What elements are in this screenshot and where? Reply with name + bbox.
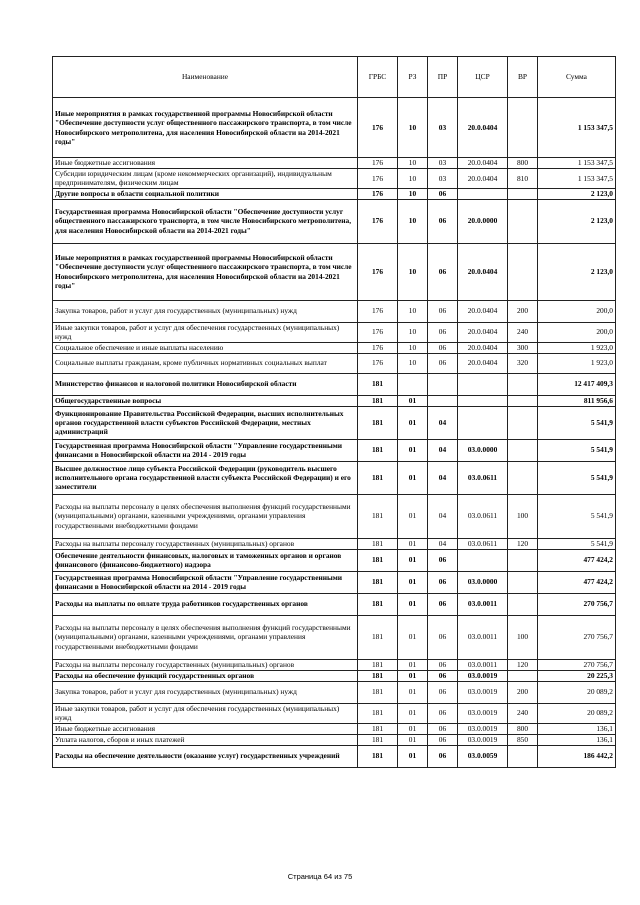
cell-sum: 270 756,7 [538, 659, 616, 670]
cell-grbs: 176 [358, 199, 398, 243]
cell-pr: 06 [428, 703, 458, 723]
cell-name: Субсидии юридическим лицам (кроме некоммерческих организаций), индивидуальным предпринимателям, физическим лицам [53, 169, 358, 189]
table-row [53, 353, 616, 373]
cell-vr [508, 745, 538, 767]
cell-pr: 06 [428, 734, 458, 745]
cell-grbs: 181 [358, 395, 398, 406]
table-row [53, 199, 616, 243]
cell-pr: 04 [428, 494, 458, 538]
table-row [53, 300, 616, 322]
cell-pr: 06 [428, 615, 458, 659]
header-sum: Сумма [538, 57, 616, 98]
table-row [53, 734, 616, 745]
cell-vr: 240 [508, 322, 538, 342]
cell-vr: 120 [508, 659, 538, 670]
cell-pr: 04 [428, 538, 458, 549]
cell-csr: 03.0.0611 [458, 494, 508, 538]
table-row [53, 659, 616, 670]
cell-name: Государственная программа Новосибирской области "Управление государственными финансами в Новосибирской области на 2014 - 2019 годы [53, 571, 358, 593]
cell-name: Расходы на обеспечение функций государственных органов [53, 670, 358, 681]
cell-rz: 01 [398, 659, 428, 670]
cell-vr [508, 549, 538, 571]
cell-grbs: 176 [358, 353, 398, 373]
cell-name: Расходы на обеспечение деятельности (оказание услуг) государственных учреждений [53, 745, 358, 767]
cell-csr [458, 395, 508, 406]
cell-pr [428, 373, 458, 395]
cell-sum: 2 123,0 [538, 188, 616, 199]
cell-sum: 20 225,3 [538, 670, 616, 681]
table-row [53, 745, 616, 767]
cell-sum: 200,0 [538, 322, 616, 342]
cell-vr [508, 571, 538, 593]
cell-rz: 10 [398, 353, 428, 373]
cell-sum: 477 424,2 [538, 571, 616, 593]
cell-pr: 06 [428, 593, 458, 615]
cell-name: Социальное обеспечение и иные выплаты населению [53, 342, 358, 353]
cell-sum: 136,1 [538, 723, 616, 734]
cell-name: Государственная программа Новосибирской области "Обеспечение доступности услуг общественного пассажирского транспорта, в том числе Новосибирского метрополитена, для населения Новосибирской области на 2014-2021 годы" [53, 199, 358, 243]
cell-pr: 06 [428, 199, 458, 243]
table-row [53, 703, 616, 723]
cell-csr [458, 549, 508, 571]
cell-pr: 04 [428, 439, 458, 461]
cell-pr: 03 [428, 98, 458, 158]
cell-pr: 06 [428, 681, 458, 703]
cell-grbs: 181 [358, 681, 398, 703]
cell-grbs: 176 [358, 188, 398, 199]
cell-name: Уплата налогов, сборов и иных платежей [53, 734, 358, 745]
cell-pr: 04 [428, 461, 458, 494]
table-row [53, 373, 616, 395]
cell-pr: 04 [428, 406, 458, 439]
cell-grbs: 176 [358, 243, 398, 300]
cell-name: Иные мероприятия в рамках государственной программы Новосибирской области "Обеспечение доступности услуг общественного пассажирского транспорта, в том числе Новосибирского метрополитена, для населения Новосибирской области на 2014-2021 годы" [53, 243, 358, 300]
cell-grbs: 181 [358, 615, 398, 659]
cell-sum: 5 541,9 [538, 439, 616, 461]
cell-csr: 20.0.0404 [458, 158, 508, 169]
cell-grbs: 181 [358, 373, 398, 395]
table-row [53, 615, 616, 659]
cell-name: Функционирование Правительства Российской Федерации, высших исполнительных органов государственной власти субъектов Российской Федерации, местных администраций [53, 406, 358, 439]
cell-rz: 10 [398, 98, 428, 158]
cell-name: Расходы на выплаты по оплате труда работников государственных органов [53, 593, 358, 615]
cell-rz: 01 [398, 734, 428, 745]
cell-grbs: 176 [358, 342, 398, 353]
table-row [53, 461, 616, 494]
cell-sum: 477 424,2 [538, 549, 616, 571]
cell-vr [508, 406, 538, 439]
cell-pr: 06 [428, 745, 458, 767]
cell-name: Иные закупки товаров, работ и услуг для обеспечения государственных (муниципальных) нужд [53, 703, 358, 723]
cell-sum: 5 541,9 [538, 538, 616, 549]
cell-name: Иные бюджетные ассигнования [53, 723, 358, 734]
cell-vr [508, 461, 538, 494]
cell-pr: 06 [428, 188, 458, 199]
cell-vr [508, 98, 538, 158]
cell-grbs: 181 [358, 745, 398, 767]
table-row [53, 395, 616, 406]
cell-rz: 01 [398, 439, 428, 461]
cell-pr: 06 [428, 300, 458, 322]
cell-name: Закупка товаров, работ и услуг для государственных (муниципальных) нужд [53, 681, 358, 703]
cell-grbs: 176 [358, 322, 398, 342]
cell-name: Расходы на выплаты персоналу в целях обеспечения выполнения функций государственными (муниципальными) органами, казенными учреждениями, органами управления государственными внебюджетными фондами [53, 615, 358, 659]
cell-grbs: 176 [358, 158, 398, 169]
cell-csr: 20.0.0404 [458, 342, 508, 353]
cell-csr: 03.0.0611 [458, 538, 508, 549]
header-pr: ПР [428, 57, 458, 98]
cell-pr: 06 [428, 322, 458, 342]
cell-rz: 01 [398, 745, 428, 767]
cell-grbs: 181 [358, 538, 398, 549]
cell-rz: 10 [398, 300, 428, 322]
cell-csr [458, 188, 508, 199]
cell-grbs: 181 [358, 571, 398, 593]
table-row [53, 158, 616, 169]
table-row [53, 322, 616, 342]
cell-rz: 01 [398, 593, 428, 615]
cell-csr: 03.0.0019 [458, 670, 508, 681]
cell-sum: 1 923,0 [538, 342, 616, 353]
cell-name: Социальные выплаты гражданам, кроме публичных нормативных социальных выплат [53, 353, 358, 373]
cell-vr [508, 188, 538, 199]
cell-sum: 12 417 409,3 [538, 373, 616, 395]
cell-vr: 320 [508, 353, 538, 373]
header-grbs: ГРБС [358, 57, 398, 98]
header-row [53, 57, 616, 98]
cell-rz: 10 [398, 199, 428, 243]
cell-grbs: 176 [358, 98, 398, 158]
cell-sum: 186 442,2 [538, 745, 616, 767]
cell-sum: 20 089,2 [538, 703, 616, 723]
table-row [53, 494, 616, 538]
cell-vr: 240 [508, 703, 538, 723]
cell-rz: 01 [398, 681, 428, 703]
cell-sum: 1 923,0 [538, 353, 616, 373]
cell-grbs: 181 [358, 670, 398, 681]
cell-rz: 01 [398, 670, 428, 681]
cell-rz: 01 [398, 406, 428, 439]
cell-vr [508, 243, 538, 300]
cell-vr: 300 [508, 342, 538, 353]
cell-rz: 10 [398, 322, 428, 342]
table-row [53, 549, 616, 571]
cell-csr [458, 373, 508, 395]
table-row [53, 439, 616, 461]
cell-csr: 03.0.0059 [458, 745, 508, 767]
cell-csr: 20.0.0404 [458, 353, 508, 373]
cell-name: Обеспечение деятельности финансовых, налоговых и таможенных органов и органов финансового (финансово-бюджетного) надзора [53, 549, 358, 571]
header-csr: ЦСР [458, 57, 508, 98]
cell-sum: 1 153 347,5 [538, 158, 616, 169]
cell-rz: 10 [398, 158, 428, 169]
table-row [53, 406, 616, 439]
cell-grbs: 176 [358, 169, 398, 189]
cell-csr: 20.0.0000 [458, 199, 508, 243]
cell-sum: 200,0 [538, 300, 616, 322]
cell-sum: 2 123,0 [538, 243, 616, 300]
cell-name: Другие вопросы в области социальной политики [53, 188, 358, 199]
cell-grbs: 181 [358, 406, 398, 439]
cell-pr: 03 [428, 158, 458, 169]
table-row [53, 538, 616, 549]
cell-grbs: 176 [358, 300, 398, 322]
cell-sum: 2 123,0 [538, 199, 616, 243]
cell-name: Иные бюджетные ассигнования [53, 158, 358, 169]
cell-name: Расходы на выплаты персоналу в целях обеспечения выполнения функций государственными (муниципальными) органами, казенными учреждениями, органами управления государственными внебюджетными фондами [53, 494, 358, 538]
cell-rz: 01 [398, 549, 428, 571]
cell-rz: 01 [398, 461, 428, 494]
cell-csr: 03.0.0019 [458, 734, 508, 745]
cell-grbs: 181 [358, 734, 398, 745]
cell-pr: 06 [428, 549, 458, 571]
cell-rz: 01 [398, 571, 428, 593]
cell-sum: 270 756,7 [538, 615, 616, 659]
cell-vr [508, 199, 538, 243]
cell-pr [428, 395, 458, 406]
cell-grbs: 181 [358, 494, 398, 538]
cell-csr: 03.0.0000 [458, 439, 508, 461]
cell-csr: 20.0.0404 [458, 98, 508, 158]
cell-rz: 01 [398, 395, 428, 406]
budget-table [52, 56, 616, 768]
table-row [53, 98, 616, 158]
cell-name: Иные мероприятия в рамках государственной программы Новосибирской области "Обеспечение доступности услуг общественного пассажирского транспорта, в том числе Новосибирского метрополитена, для населения Новосибирской области на 2014-2021 годы" [53, 98, 358, 158]
cell-name: Расходы на выплаты персоналу государственных (муниципальных) органов [53, 659, 358, 670]
cell-sum: 136,1 [538, 734, 616, 745]
cell-sum: 5 541,9 [538, 461, 616, 494]
table-row [53, 188, 616, 199]
cell-sum: 811 956,6 [538, 395, 616, 406]
cell-grbs: 181 [358, 723, 398, 734]
table-row [53, 670, 616, 681]
cell-vr [508, 670, 538, 681]
cell-vr [508, 593, 538, 615]
cell-rz: 01 [398, 703, 428, 723]
cell-rz: 01 [398, 615, 428, 659]
cell-vr [508, 373, 538, 395]
cell-name: Расходы на выплаты персоналу государственных (муниципальных) органов [53, 538, 358, 549]
cell-csr: 03.0.0000 [458, 571, 508, 593]
cell-vr: 800 [508, 723, 538, 734]
cell-sum: 20 089,2 [538, 681, 616, 703]
cell-vr: 120 [508, 538, 538, 549]
table-row [53, 681, 616, 703]
cell-vr: 100 [508, 494, 538, 538]
cell-vr: 200 [508, 300, 538, 322]
cell-csr [458, 406, 508, 439]
cell-pr: 06 [428, 659, 458, 670]
cell-rz: 10 [398, 243, 428, 300]
cell-pr: 06 [428, 342, 458, 353]
cell-pr: 06 [428, 353, 458, 373]
cell-grbs: 181 [358, 659, 398, 670]
cell-name: Иные закупки товаров, работ и услуг для обеспечения государственных (муниципальных) нужд [53, 322, 358, 342]
cell-pr: 06 [428, 243, 458, 300]
cell-grbs: 181 [358, 439, 398, 461]
cell-sum: 270 756,7 [538, 593, 616, 615]
cell-name: Высшее должностное лицо субъекта Российской Федерации (руководитель высшего исполнительного органа государственной власти субъекта Российской Федерации) и его заместители [53, 461, 358, 494]
cell-rz: 10 [398, 169, 428, 189]
cell-rz [398, 373, 428, 395]
cell-name: Общегосударственные вопросы [53, 395, 358, 406]
table-row [53, 169, 616, 189]
cell-rz: 01 [398, 723, 428, 734]
cell-csr: 03.0.0019 [458, 723, 508, 734]
cell-rz: 01 [398, 494, 428, 538]
cell-grbs: 181 [358, 593, 398, 615]
cell-pr: 06 [428, 571, 458, 593]
cell-sum: 5 541,9 [538, 406, 616, 439]
cell-pr: 03 [428, 169, 458, 189]
table-row [53, 342, 616, 353]
cell-rz: 10 [398, 342, 428, 353]
cell-csr: 03.0.0011 [458, 659, 508, 670]
cell-vr [508, 439, 538, 461]
cell-csr: 20.0.0404 [458, 300, 508, 322]
cell-csr: 03.0.0011 [458, 615, 508, 659]
cell-grbs: 181 [358, 549, 398, 571]
header-vr: ВР [508, 57, 538, 98]
cell-vr: 810 [508, 169, 538, 189]
header-rz: РЗ [398, 57, 428, 98]
cell-grbs: 181 [358, 703, 398, 723]
cell-csr: 20.0.0404 [458, 322, 508, 342]
cell-pr: 06 [428, 670, 458, 681]
cell-vr: 800 [508, 158, 538, 169]
table-row [53, 723, 616, 734]
header-name: Наименование [53, 57, 358, 98]
cell-sum: 1 153 347,5 [538, 169, 616, 189]
cell-name: Министерство финансов и налоговой политики Новосибирской области [53, 373, 358, 395]
cell-csr: 03.0.0011 [458, 593, 508, 615]
cell-vr: 200 [508, 681, 538, 703]
cell-csr: 20.0.0404 [458, 169, 508, 189]
cell-csr: 03.0.0019 [458, 703, 508, 723]
table-row [53, 593, 616, 615]
cell-csr: 03.0.0019 [458, 681, 508, 703]
cell-sum: 1 153 347,5 [538, 98, 616, 158]
cell-vr [508, 395, 538, 406]
cell-pr: 06 [428, 723, 458, 734]
page-number: Страница 64 из 75 [287, 872, 353, 881]
cell-grbs: 181 [358, 461, 398, 494]
cell-name: Закупка товаров, работ и услуг для государственных (муниципальных) нужд [53, 300, 358, 322]
cell-csr: 03.0.0611 [458, 461, 508, 494]
cell-vr: 850 [508, 734, 538, 745]
cell-name: Государственная программа Новосибирской области "Управление государственными финансами в Новосибирской области на 2014 - 2019 годы [53, 439, 358, 461]
cell-sum: 5 541,9 [538, 494, 616, 538]
table-row [53, 571, 616, 593]
cell-rz: 10 [398, 188, 428, 199]
cell-rz: 01 [398, 538, 428, 549]
cell-vr: 100 [508, 615, 538, 659]
table-row [53, 243, 616, 300]
cell-csr: 20.0.0404 [458, 243, 508, 300]
